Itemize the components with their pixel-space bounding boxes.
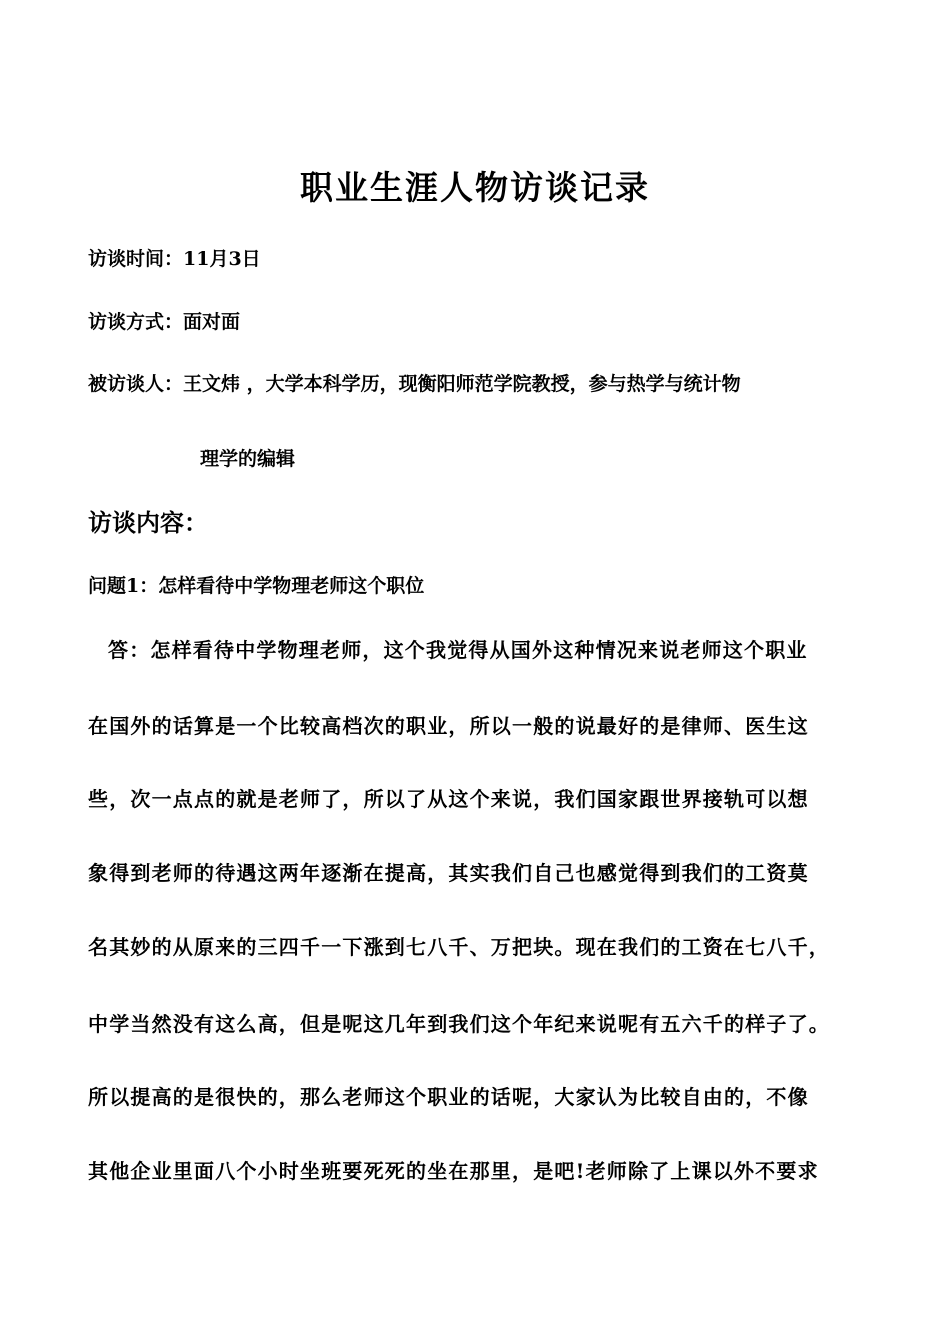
interviewee-info: 被访谈人：王文炜 ，大学本科学历，现衡阳师范学院教授，参与热学与统计物 [88, 373, 741, 395]
interviewee-info-continued: 理学的编辑 [200, 448, 296, 470]
answer-line: 象得到老师的待遇这两年逐渐在提高，其实我们自己也感觉得到我们的工资莫 [88, 861, 809, 885]
document-title: 职业生涯人物访谈记录 [300, 168, 650, 207]
interview-method: 访谈方式：面对面 [88, 311, 241, 333]
answer-line: 在国外的话算是一个比较高档次的职业，所以一般的说最好的是律师、医生这 [88, 714, 809, 738]
answer-line: 中学当然没有这么高，但是呢这几年到我们这个年纪来说呢有五六千的样子了。 [88, 1012, 830, 1036]
answer-line: 答：怎样看待中学物理老师，这个我觉得从国外这种情况来说老师这个职业 [108, 638, 808, 662]
answer-line: 所以提高的是很快的，那么老师这个职业的话呢，大家认为比较自由的，不像 [88, 1085, 809, 1109]
answer-line: 其他企业里面八个小时坐班要死死的坐在那里，是吧!老师除了上课以外不要求 [88, 1159, 819, 1183]
answer-line: 些，次一点点的就是老师了，所以了从这个来说，我们国家跟世界接轨可以想 [88, 787, 809, 811]
answer-line: 名其妙的从原来的三四千一下涨到七八千、万把块。现在我们的工资在七八千， [88, 935, 830, 959]
interview-time: 访谈时间：11月3日 [88, 248, 261, 270]
question-1: 问题1：怎样看待中学物理老师这个职位 [88, 575, 425, 597]
content-heading: 访谈内容： [88, 508, 208, 537]
